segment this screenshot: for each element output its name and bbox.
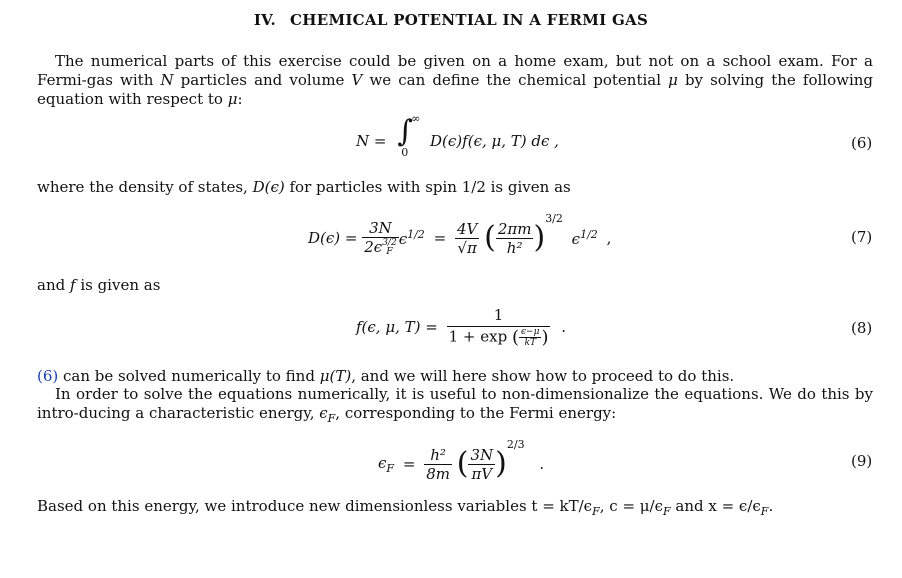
text: , corresponding to the Fermi energy: [335, 404, 617, 422]
text: where the density of states, [37, 178, 253, 196]
inner-den: kT [524, 338, 536, 348]
paragraph-nondim [37, 385, 873, 428]
paragraph-variables [37, 497, 773, 518]
text: for particles with spin 1/2 is given as [284, 178, 571, 196]
fraction-2pim [496, 220, 534, 257]
text: The numerical parts of this exercise could be given on a home exam, but not on a school exam. For a Fermi-gas with [37, 52, 873, 89]
left-paren: ( [511, 327, 520, 348]
section-title: CHEMICAL POTENTIAL IN A FERMI GAS [290, 11, 649, 29]
text: : [237, 90, 243, 108]
inner-num: ϵ−μ [521, 327, 540, 337]
text: In order to solve the equations numerically, it is useful to non-dimensionalize the equations. We do this by intro-ducing a characteristic energy, [37, 385, 873, 422]
numerator: 2πm [497, 219, 532, 238]
integral [391, 112, 421, 159]
fraction-3N [362, 219, 398, 257]
eq-lhs: N = [356, 132, 387, 150]
power: 2/3 [506, 438, 525, 451]
integral-lower: 0 [401, 146, 409, 159]
inner-fraction [519, 327, 541, 348]
subscript: F [760, 505, 769, 518]
subscript: F [386, 461, 395, 475]
denominator: πV [471, 464, 493, 483]
right-paren: ) [495, 446, 507, 481]
paragraph-f [37, 276, 160, 294]
math-var: D(ϵ) [252, 178, 285, 196]
eq-lhs: f(ϵ, μ, T) = [356, 318, 438, 336]
equation-8 [356, 306, 566, 348]
paragraph-solve [37, 367, 734, 385]
subscript: F [592, 505, 600, 518]
eps-term [572, 230, 598, 248]
equation-number-9: (9) [851, 452, 873, 470]
eps: ϵ [378, 453, 387, 472]
denominator: 8m [426, 464, 450, 483]
numerator: 1 [447, 306, 551, 327]
right-paren: ) [541, 327, 549, 348]
period: . [561, 318, 567, 336]
text: , c = μ/ϵ [599, 497, 663, 515]
sup: 3/2 [382, 238, 397, 248]
text: we can define the chemical potential [362, 71, 669, 89]
math-var: V [351, 71, 363, 89]
comma: , [606, 229, 612, 247]
power: 3/2 [545, 212, 563, 225]
paragraph-dos [37, 178, 571, 196]
equation-ref-link[interactable]: (6) [37, 367, 59, 385]
equation-number-6: (6) [851, 134, 873, 152]
math-var: N [160, 71, 174, 89]
left-paren: ( [456, 446, 469, 481]
math-var: μ [668, 71, 678, 89]
denominator: √π [457, 238, 477, 257]
equation-number-8: (8) [851, 319, 873, 337]
sub: F [386, 247, 393, 257]
text: particles and volume [173, 71, 352, 89]
numerator: 4V [456, 219, 478, 238]
integral-sign: ∫ [397, 114, 413, 149]
period: . [539, 455, 545, 473]
math-var: f [69, 276, 76, 294]
eq-lhs [378, 453, 395, 475]
text: is given as [75, 276, 161, 294]
eps: ϵ [398, 230, 408, 248]
integral-upper: ∞ [411, 112, 421, 125]
equals: = [402, 455, 416, 473]
equation-9 [378, 438, 544, 483]
numerator: 3N [362, 219, 398, 238]
text: and [37, 276, 70, 294]
math-var: ϵ [319, 404, 328, 422]
text: Based on this energy, we introduce new dimensionless variables t = kT/ϵ [37, 497, 593, 515]
sup: 1/2 [580, 228, 598, 241]
left-paren: ( [484, 220, 496, 255]
text: . [768, 497, 774, 515]
math-var: μ [227, 90, 238, 108]
right-paren: ) [533, 220, 546, 255]
equation-number-7: (7) [851, 228, 873, 246]
eq-lhs: D(ϵ) = [308, 229, 358, 247]
denominator: h² [506, 238, 523, 257]
text: can be solved numerically to find [58, 367, 320, 385]
subscript: F [662, 505, 671, 518]
text: , and we will here show how to proceed to do this. [351, 367, 735, 385]
equals: = [433, 229, 447, 247]
denominator [447, 327, 551, 348]
section-number: IV. [253, 11, 276, 29]
den-text: 1 + exp [448, 327, 508, 346]
eps-term [399, 230, 425, 248]
section-heading [0, 11, 902, 29]
fraction-4V [455, 220, 479, 257]
den-scripts [382, 239, 396, 257]
equation-6 [356, 112, 559, 159]
fraction-h2 [424, 446, 452, 483]
text: by solving the following equation with respect to [37, 71, 873, 108]
fraction-3N [468, 446, 495, 483]
numerator: h² [424, 446, 452, 465]
den-text: 2ϵ [364, 238, 383, 256]
sup: 1/2 [407, 228, 425, 241]
paragraph-intro [37, 52, 873, 109]
eq-body: D(ϵ)f(ϵ, μ, T) dϵ , [430, 132, 559, 150]
numerator: 3N [470, 445, 494, 464]
equation-7 [308, 212, 611, 257]
denominator [362, 238, 398, 257]
fermi-fraction [447, 306, 551, 348]
subscript: F [327, 412, 336, 425]
eps: ϵ [571, 230, 581, 248]
math-var: μ(T) [319, 367, 352, 385]
text: and x = ϵ/ϵ [670, 497, 761, 515]
